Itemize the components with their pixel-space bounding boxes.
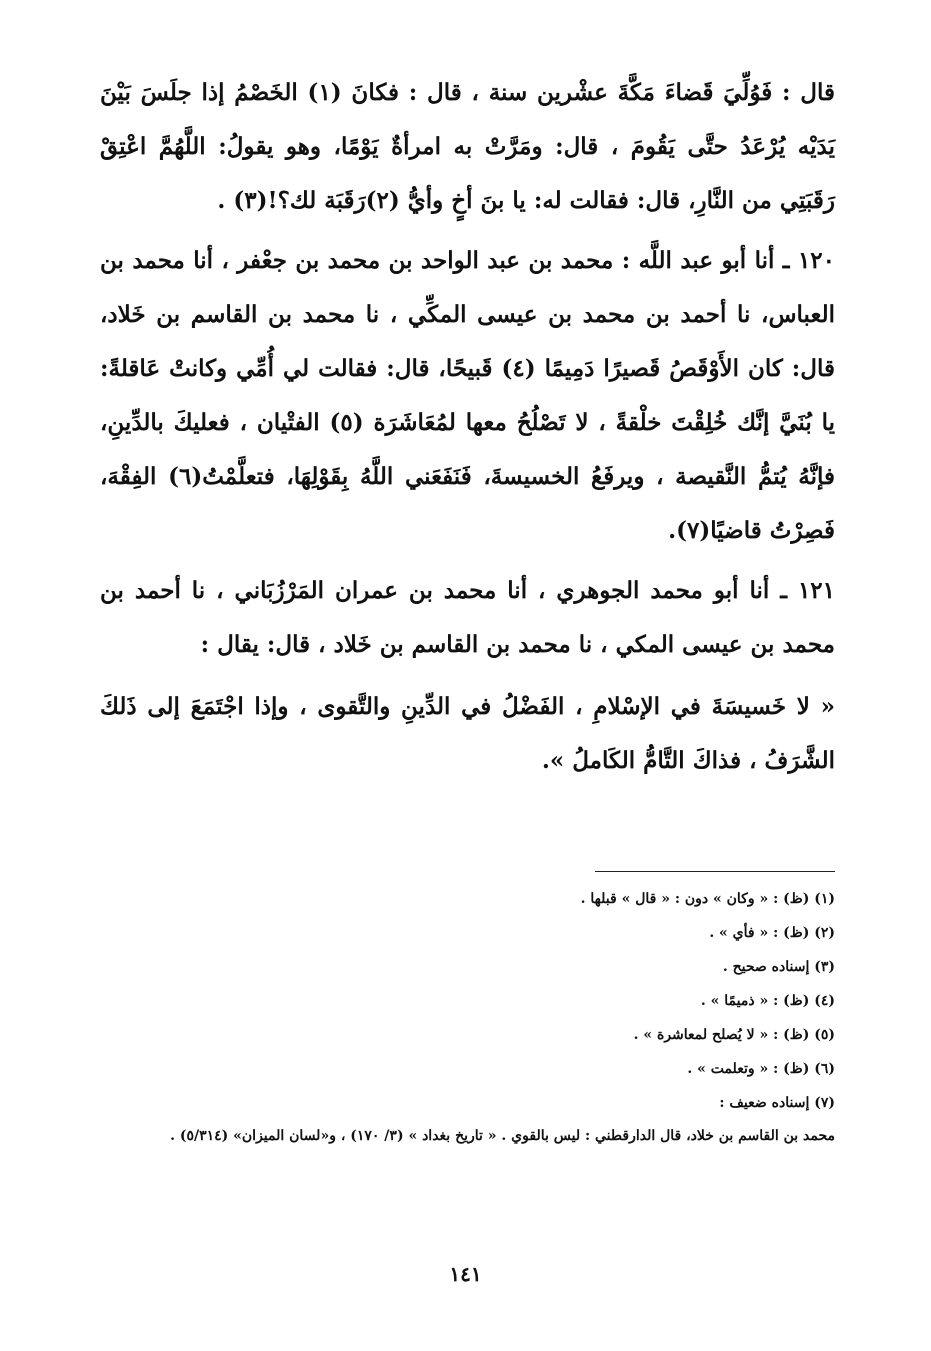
footnote-5: (٥) (ظ) : « لا يُصلح لمعاشرة » . [633,1027,835,1043]
paragraph-120: ١٢٠ ـ أنا أبو عبد اللَّه : محمد بن عبد الواحد بن محمد بن جعْفر ، أنا محمد بن العباس، نا أحمد بن محمد بن عيسى المكِّي ، نا محمد بن القاسم بن خَلاد، قال: كان الأَوْقَصُ قَصيرًا دَمِيمًا (٤) قَبيحًا، قال: فقالت لي أُمِّي وكانتْ عَاقلةً: يا بُنَيَّ إنَّك خُلِقْتَ خلْقةً ، لا تَصْلُحُ معها لمُعَاشَرَة (٥) الفتْيان ، فعليكَ بالدِّينِ، فإنَّهُ يُتمُّ النَّقيصة ، ويرفَعُ الخسيسةَ، فَنَفَعَني اللَّهُ بِقَوْلِهَا، فتعلَّمْتُ(٦) الفِقْهَ، فَصِرْتُ قاضيًا(٧). [100,247,836,544]
body-text [100,66,835,788]
footnote-1: (١) (ظ) : « وكان » دون : « قال » قبلها . [580,891,835,907]
page-number: ١٤١ [449,1262,482,1286]
paragraph-121: ١٢١ ـ أنا أبو محمد الجوهري ، أنا محمد بن عمران المَرْزُبَاني ، نا أحمد بن محمد بن عيسى المكي ، نا محمد بن القاسم بن خَلاد ، قال: يقال : [100,577,835,658]
footnote-2: (٢) (ظ) : « فأي » . [709,925,835,941]
footnotes-section [100,882,835,1152]
footnote-6: (٦) (ظ) : « وتعلمت » . [687,1061,835,1077]
footnote-separator [595,871,835,872]
main-text-block [100,66,835,794]
footnote-3: (٣) إسناده صحيح . [722,959,835,975]
footnote-4: (٤) (ظ) : « ذميمًا » . [700,993,835,1009]
paragraph-continuation: قال : فَوُلِّيَ قَضاءَ مَكَّةَ عشْرين سنة ، قال : فكانَ (١) الخَصْمُ إذا جلَسَ بَيْنَ يَدَيْه يُرْعَدُ حتَّى يَقُومَ ، قال: ومَرَّتْ به امرأةٌ يَوْمًا، وهو يقولُ: اللَّهُمَّ اعْتِقْ رَقَبَتِي من النَّارِ، قال: فقالت له: يا بنَ أخٍ وأيُّ (٢)رَقَبَة لك؟!(٣) . [100,79,835,214]
footnote-7: (٧) إسناده ضعيف : [719,1095,835,1111]
quoted-saying: « لا خَسيسَةَ في الإسْلامِ ، الفَضْلُ في الدِّينِ والتَّقوى ، وإذا اجْتَمَعَ إلى ذَلكَ الشَّرَفُ ، فذاكَ التَّامُّ الكَاملُ ». [100,693,835,774]
footnote-7-detail: محمد بن القاسم بن خلاد، قال الدارقطني : ليس بالقوي . « تاريخ بغداد » (٣/ ١٧٠) ، و«لسان الميزان» (٥/٣١٤) . [170,1128,835,1144]
